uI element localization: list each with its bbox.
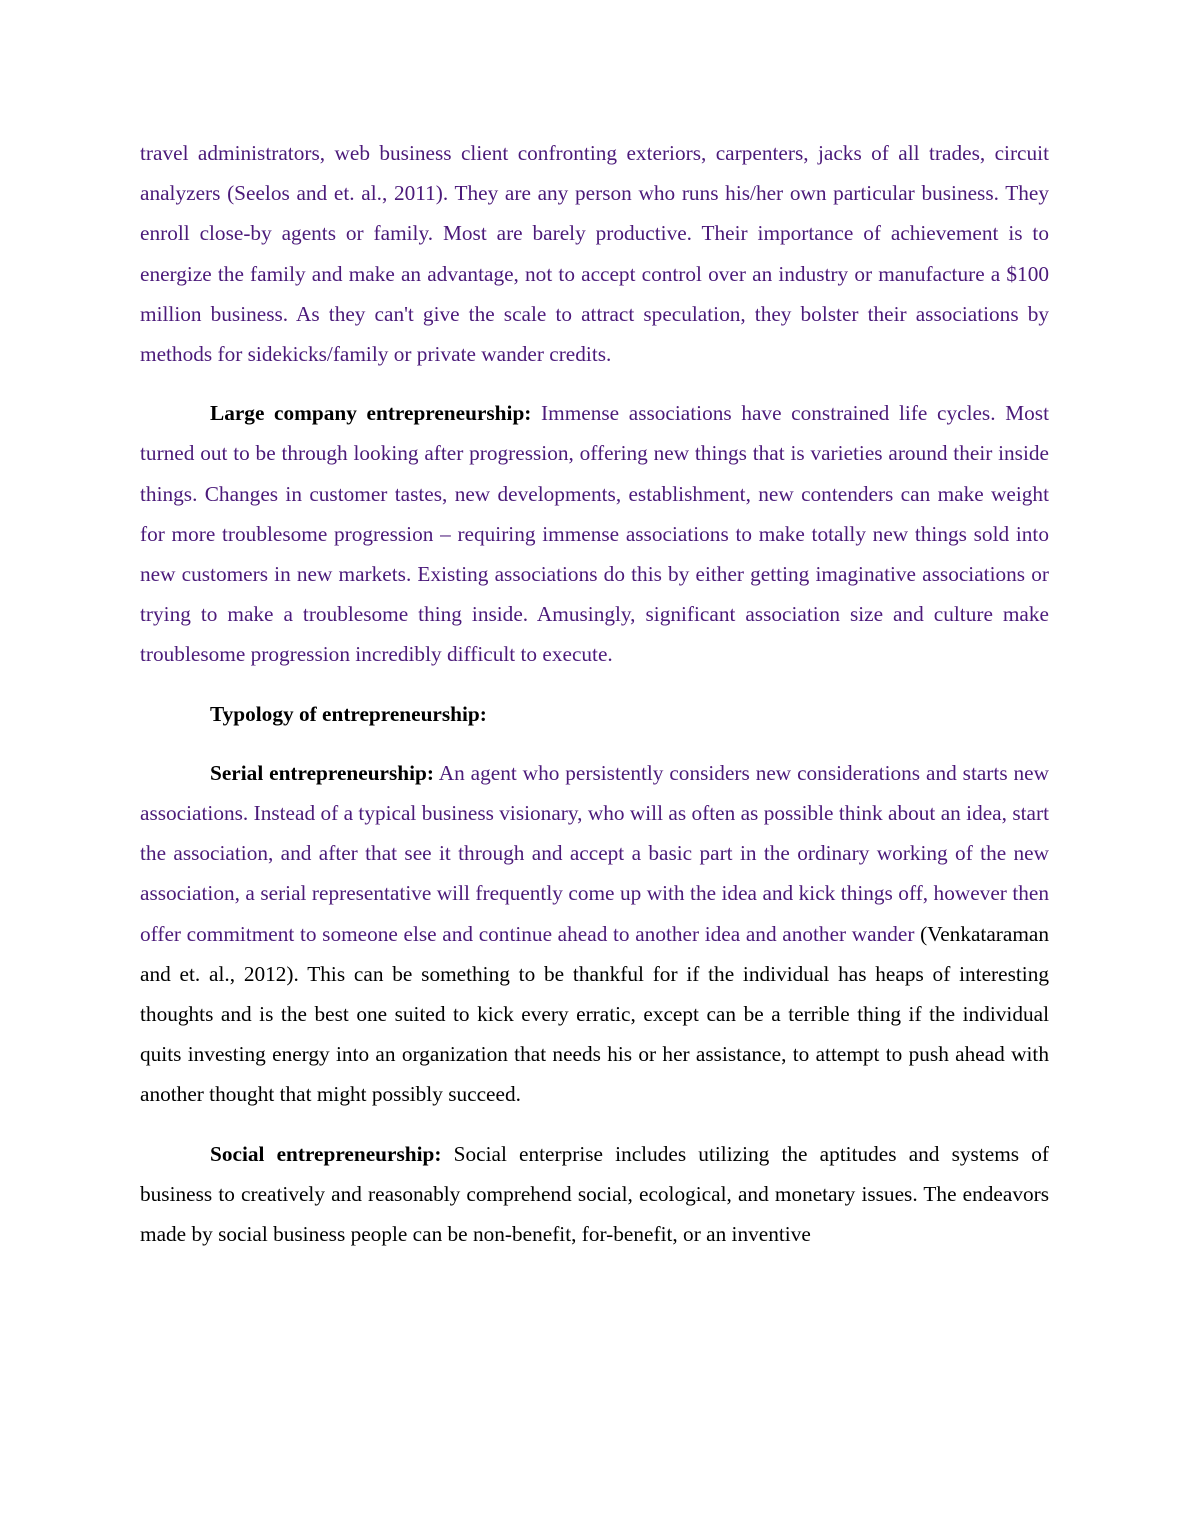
paragraph-serial-entrepreneurship	[140, 753, 1049, 1115]
paragraph-3-plain-text: (Venkataraman and et. al., 2012). This can be something to be thankful for if the individual has heaps of interesting thoughts and is the best one suited to kick every erratic, except can be a terrible thing if the individual quits investing energy into an organization that needs his or her assistance, to attempt to push ahead with another thought that might possibly succeed.	[140, 921, 1050, 1107]
paragraph-1-text: travel administrators, web business client confronting exteriors, carpenters, jacks of all trades, circuit analyzers (Seelos and et. al., 2011). They are any person who runs his/her own particular business. They enroll close-by agents or family. Most are barely productive. Their importance of achievement is to energize the family and make an advantage, not to accept control over an industry or manufacture a $100 million business. As they can't give the scale to attract speculation, they bolster their associations by methods for sidekicks/family or private wander credits.	[140, 141, 1049, 367]
paragraph-large-company-entrepreneurship	[140, 393, 1049, 674]
term-large-company-entrepreneurship: Large company entrepreneurship:	[210, 401, 532, 426]
term-serial-entrepreneurship: Serial entrepreneurship:	[210, 760, 434, 785]
paragraph-small-business-continued	[140, 133, 1049, 374]
paragraph-4-text: Social enterprise includes utilizing the aptitudes and systems of business to creatively and reasonably comprehend social, ecological, and monetary issues. The endeavors made by social business people can be non-benefit, for-benefit, or an inventive	[140, 1141, 1049, 1247]
term-social-entrepreneurship: Social entrepreneurship:	[210, 1141, 442, 1166]
document-page	[140, 133, 1049, 1273]
paragraph-social-entrepreneurship	[140, 1134, 1049, 1255]
paragraph-3-highlighted-text: An agent who persistently considers new considerations and starts new associations. Instead of a typical business visionary, who will as often as possible think about an idea, start the association, and after that see it through and accept a basic part in the ordinary working of the new association, a serial representative will frequently come up with the idea and kick things off, however then offer commitment to someone else and continue ahead to another idea and another wander	[140, 760, 1049, 946]
section-heading-typology: Typology of entrepreneurship:	[210, 701, 487, 726]
paragraph-2-text: Immense associations have constrained life cycles. Most turned out to be through looking after progression, offering new things that is varieties around their inside things. Changes in customer tastes, new developments, establishment, new contenders can make weight for more troublesome progression – requiring immense associations to make totally new things sold into new customers in new markets. Existing associations do this by either getting imaginative associations or trying to make a troublesome thing inside. Amusingly, significant association size and culture make troublesome progression incredibly difficult to execute.	[140, 401, 1049, 667]
